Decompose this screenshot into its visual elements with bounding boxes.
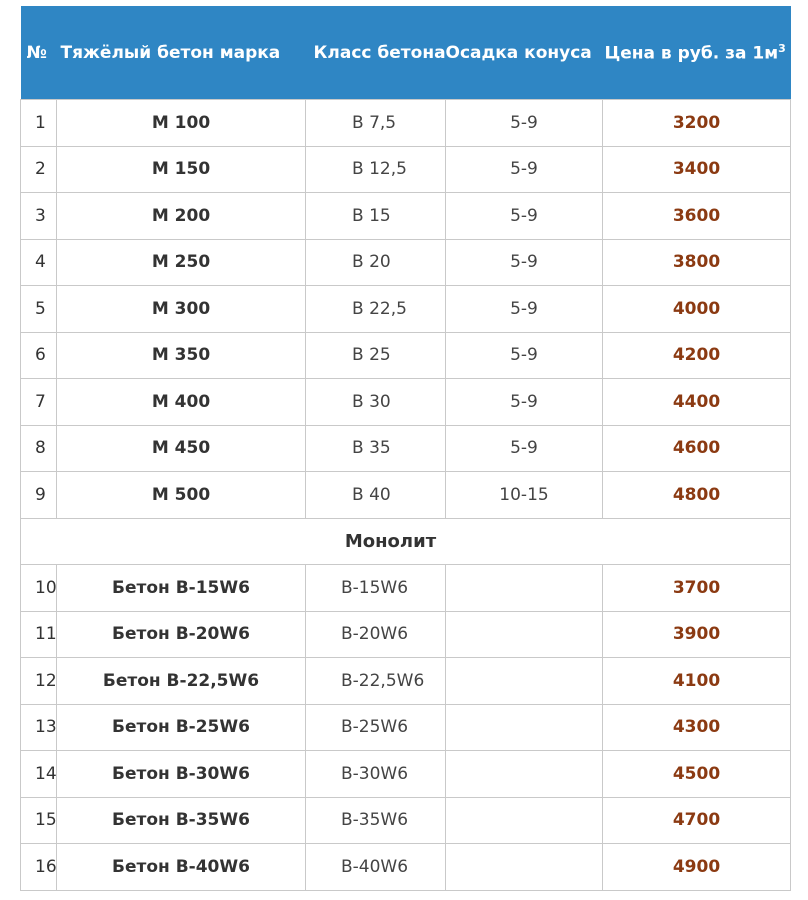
table-row: [21, 611, 791, 658]
row-number: 12: [21, 658, 57, 705]
table-row: [21, 425, 791, 472]
table-row: [21, 379, 791, 426]
row-number: 13: [21, 704, 57, 751]
row-cone-slump: [446, 611, 603, 658]
table-row: [21, 797, 791, 844]
row-number: 10: [21, 565, 57, 612]
table-row: [21, 286, 791, 333]
row-price: 3600: [603, 193, 791, 240]
table-header-row: [21, 6, 791, 100]
row-price: 3400: [603, 146, 791, 193]
table-row: [21, 565, 791, 612]
row-price: 4300: [603, 704, 791, 751]
row-concrete-class: В 25: [306, 332, 446, 379]
row-price: 4200: [603, 332, 791, 379]
row-concrete-class: В 22,5: [306, 286, 446, 333]
table-body: [21, 100, 791, 891]
row-price: 4600: [603, 425, 791, 472]
row-price: 3800: [603, 239, 791, 286]
concrete-price-table: [20, 6, 791, 891]
row-price: 3200: [603, 100, 791, 147]
row-cone-slump: 5-9: [446, 239, 603, 286]
row-number: 1: [21, 100, 57, 147]
row-cone-slump: [446, 751, 603, 798]
row-number: 16: [21, 844, 57, 891]
header-price-label: Цена в руб. за 1м: [604, 43, 779, 64]
section-row-monolith: [21, 518, 791, 565]
table-row: [21, 472, 791, 519]
row-number: 8: [21, 425, 57, 472]
row-number: 6: [21, 332, 57, 379]
row-concrete-class: В-40W6: [306, 844, 446, 891]
row-cone-slump: [446, 844, 603, 891]
row-price: 4100: [603, 658, 791, 705]
header-number: №: [21, 6, 57, 100]
row-number: 9: [21, 472, 57, 519]
table-row: [21, 193, 791, 240]
row-price: 3900: [603, 611, 791, 658]
row-price: 4000: [603, 286, 791, 333]
row-number: 11: [21, 611, 57, 658]
row-number: 14: [21, 751, 57, 798]
row-price: 4500: [603, 751, 791, 798]
row-cone-slump: 5-9: [446, 100, 603, 147]
row-cone-slump: [446, 658, 603, 705]
row-cone-slump: [446, 797, 603, 844]
row-concrete-class: В 7,5: [306, 100, 446, 147]
table-row: [21, 332, 791, 379]
header-price-superscript: 3: [778, 41, 786, 55]
header-concrete-class: Класс бетона: [306, 6, 446, 100]
row-concrete-mark: Бетон В-22,5W6: [57, 658, 306, 705]
table-row: [21, 239, 791, 286]
row-concrete-class: В 20: [306, 239, 446, 286]
row-concrete-class: В-25W6: [306, 704, 446, 751]
table-row: [21, 704, 791, 751]
row-concrete-class: В 12,5: [306, 146, 446, 193]
price-table-container: [20, 6, 790, 898]
row-concrete-mark: М 450: [57, 425, 306, 472]
row-price: 4800: [603, 472, 791, 519]
row-number: 4: [21, 239, 57, 286]
header-price: [603, 6, 791, 100]
header-cone-slump: Осадка конуса: [446, 6, 603, 100]
header-concrete-mark: Тяжёлый бетон марка: [57, 6, 306, 100]
row-concrete-class: В-35W6: [306, 797, 446, 844]
row-concrete-mark: М 350: [57, 332, 306, 379]
row-concrete-mark: Бетон В-20W6: [57, 611, 306, 658]
row-cone-slump: 5-9: [446, 286, 603, 333]
table-row: [21, 844, 791, 891]
row-cone-slump: 10-15: [446, 472, 603, 519]
row-concrete-mark: Бетон В-15W6: [57, 565, 306, 612]
row-number: 2: [21, 146, 57, 193]
row-cone-slump: 5-9: [446, 193, 603, 240]
row-concrete-mark: М 400: [57, 379, 306, 426]
row-price: 4700: [603, 797, 791, 844]
row-concrete-class: В-15W6: [306, 565, 446, 612]
row-concrete-mark: М 300: [57, 286, 306, 333]
row-concrete-mark: Бетон В-30W6: [57, 751, 306, 798]
row-cone-slump: [446, 565, 603, 612]
row-concrete-mark: М 100: [57, 100, 306, 147]
row-concrete-class: В-30W6: [306, 751, 446, 798]
row-cone-slump: 5-9: [446, 425, 603, 472]
row-price: 4900: [603, 844, 791, 891]
section-title: Монолит: [21, 518, 791, 565]
row-cone-slump: 5-9: [446, 379, 603, 426]
row-concrete-class: В 30: [306, 379, 446, 426]
row-concrete-class: В 40: [306, 472, 446, 519]
row-concrete-mark: Бетон В-40W6: [57, 844, 306, 891]
row-number: 3: [21, 193, 57, 240]
row-number: 7: [21, 379, 57, 426]
row-concrete-mark: Бетон В-25W6: [57, 704, 306, 751]
row-price: 4400: [603, 379, 791, 426]
row-cone-slump: 5-9: [446, 332, 603, 379]
row-concrete-class: В 15: [306, 193, 446, 240]
table-row: [21, 751, 791, 798]
table-row: [21, 658, 791, 705]
row-concrete-mark: М 200: [57, 193, 306, 240]
table-row: [21, 100, 791, 147]
row-concrete-class: В 35: [306, 425, 446, 472]
row-cone-slump: [446, 704, 603, 751]
row-concrete-mark: М 150: [57, 146, 306, 193]
row-number: 5: [21, 286, 57, 333]
row-price: 3700: [603, 565, 791, 612]
row-cone-slump: 5-9: [446, 146, 603, 193]
row-concrete-class: В-22,5W6: [306, 658, 446, 705]
row-number: 15: [21, 797, 57, 844]
row-concrete-class: В-20W6: [306, 611, 446, 658]
row-concrete-mark: Бетон В-35W6: [57, 797, 306, 844]
table-row: [21, 146, 791, 193]
row-concrete-mark: М 500: [57, 472, 306, 519]
row-concrete-mark: М 250: [57, 239, 306, 286]
